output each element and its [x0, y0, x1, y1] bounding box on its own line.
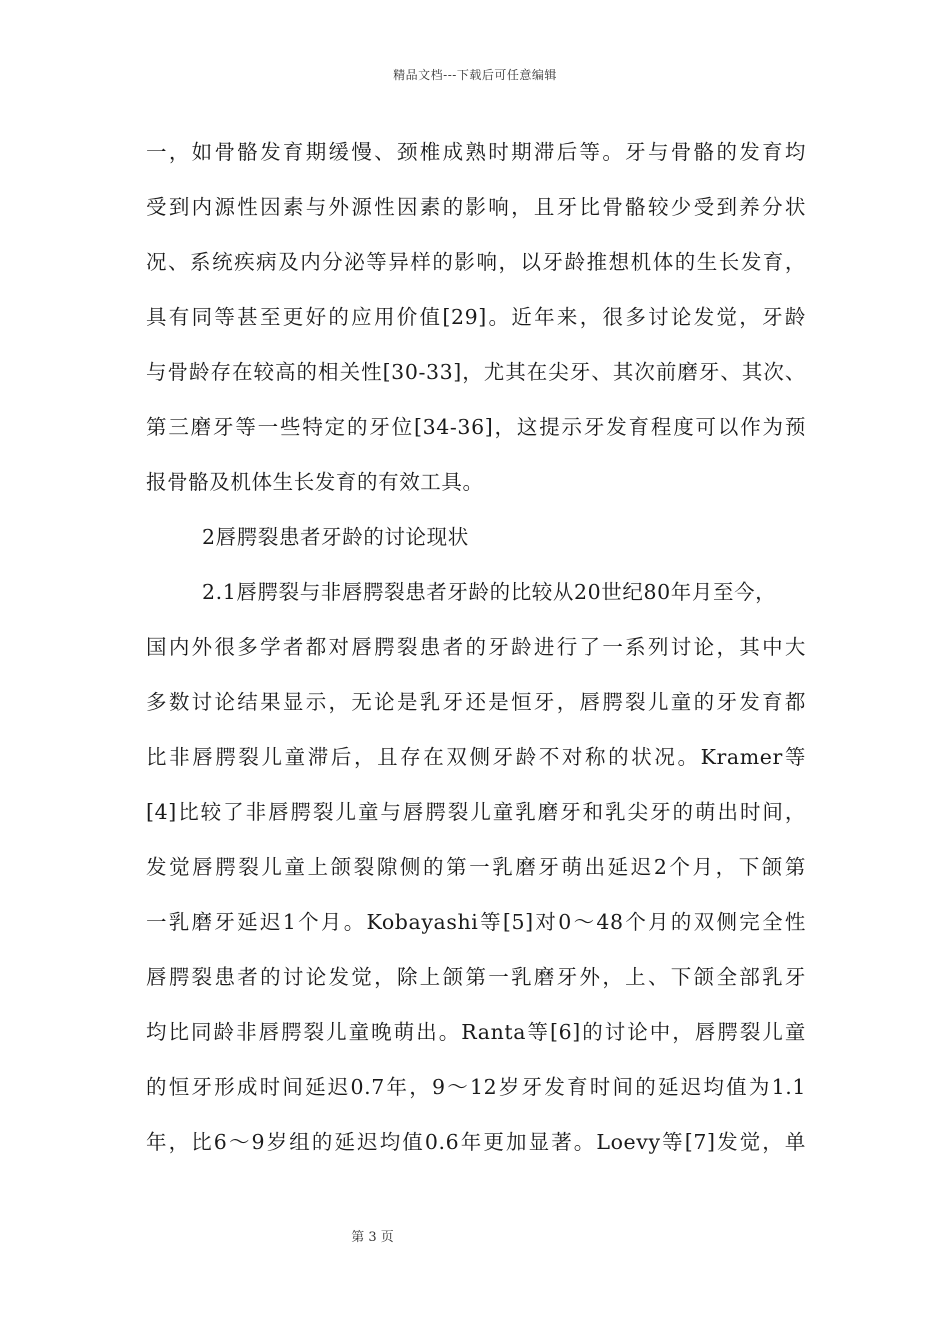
section-heading: 2唇腭裂患者牙龄的讨论现状	[202, 525, 469, 549]
text-line-10: 国内外很多学者都对唇腭裂患者的牙龄进行了一系列讨论，其中大	[146, 635, 806, 659]
text-line-16: 唇腭裂患者的讨论发觉，除上颌第一乳磨牙外，上、下颌全部乳牙	[146, 965, 806, 989]
text-line-14: 发觉唇腭裂儿童上颌裂隙侧的第一乳磨牙萌出延迟2个月，下颌第	[146, 855, 806, 879]
page-footer: 第 3 页	[351, 1230, 394, 1245]
text-line-18: 的恒牙形成时间延迟0.7年，9～12岁牙发育时间的延迟均值为1.1	[146, 1075, 806, 1099]
text-line-5: 与骨龄存在较高的相关性[30-33]，尤其在尖牙、其次前磨牙、其次、	[146, 360, 806, 384]
text-line-4: 具有同等甚至更好的应用价值[29]。近年来，很多讨论发觉，牙龄	[146, 305, 806, 329]
text-line-2: 受到内源性因素与外源性因素的影响，且牙比骨骼较少受到养分状	[146, 195, 806, 219]
text-line-12: 比非唇腭裂儿童滞后，且存在双侧牙龄不对称的状况。Kramer等	[146, 745, 806, 769]
text-line-11: 多数讨论结果显示，无论是乳牙还是恒牙，唇腭裂儿童的牙发育都	[146, 690, 806, 714]
text-line-7: 报骨骼及机体生长发育的有效工具。	[146, 470, 484, 494]
text-line-6: 第三磨牙等一些特定的牙位[34-36]，这提示牙发育程度可以作为预	[146, 415, 806, 439]
body-text	[146, 134, 806, 1179]
text-line-1: 一，如骨骼发育期缓慢、颈椎成熟时期滞后等。牙与骨骼的发育均	[146, 140, 806, 164]
subsection-line-1: 2.1唇腭裂与非唇腭裂患者牙龄的比较从20世纪80年月至今，	[202, 580, 777, 604]
text-line-3: 况、系统疾病及内分泌等异样的影响，以牙龄推想机体的生长发育，	[146, 250, 806, 274]
text-line-17: 均比同龄非唇腭裂儿童晚萌出。Ranta等[6]的讨论中，唇腭裂儿童	[146, 1020, 806, 1044]
text-line-13: [4]比较了非唇腭裂儿童与唇腭裂儿童乳磨牙和乳尖牙的萌出时间，	[146, 800, 806, 824]
text-line-19: 年，比6～9岁组的延迟均值0.6年更加显著。Loevy等[7]发觉，单	[146, 1130, 806, 1154]
text-line-15: 一乳磨牙延迟1个月。Kobayashi等[5]对0～48个月的双侧完全性	[146, 910, 806, 934]
page-header: 精品文档---下载后可任意编辑	[393, 68, 557, 82]
